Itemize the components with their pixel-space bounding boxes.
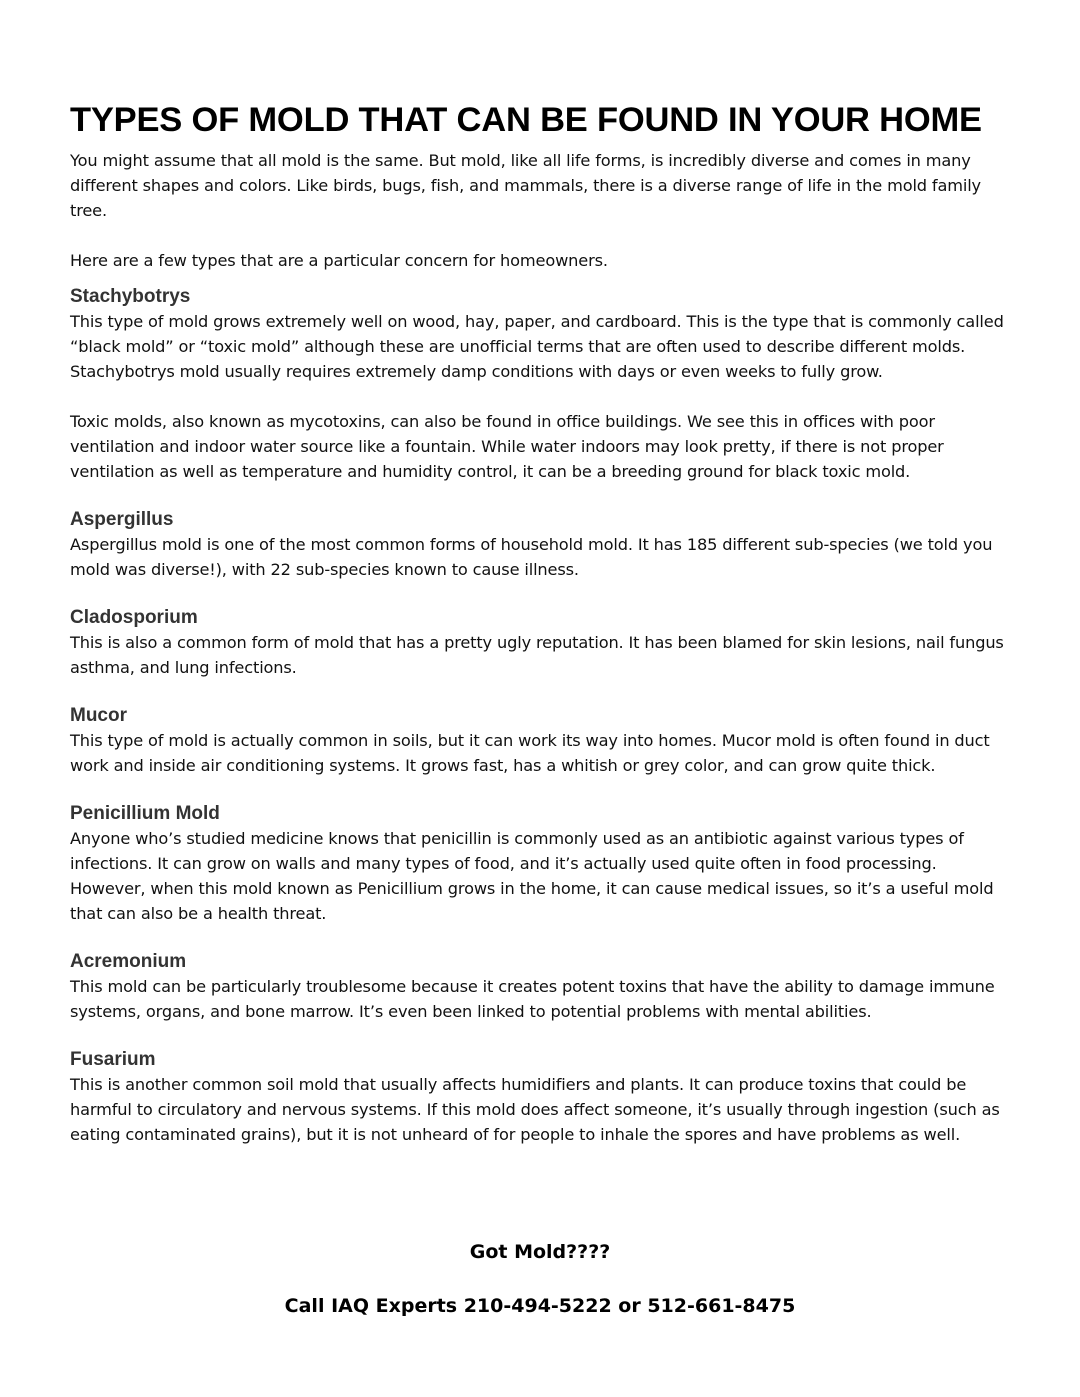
section-heading: Aspergillus <box>70 509 174 530</box>
section-heading: Acremonium <box>70 951 187 972</box>
section-penicillium <box>70 802 1015 926</box>
section-heading: Mucor <box>70 705 127 726</box>
contact-phone-line: Call IAQ Experts 210-494-5222 or 512-661-8475 <box>284 1295 796 1317</box>
section-heading: Penicillium Mold <box>70 803 220 824</box>
section-paragraph: Aspergillus mold is one of the most common forms of household mold. It has 185 different sub-species (we told you mold was diverse!), with 22 sub-species known to cause illness. <box>70 535 993 579</box>
section-paragraph: This is another common soil mold that usually affects humidifiers and plants. It can produce toxins that could be harmful to circulatory and nervous systems. If this mold does affect someone, it’s usually through ingestion (such as eating contaminated grains), but it is not unheard of for people to inhale the spores and have problems as well. <box>70 1075 1000 1144</box>
section-paragraph: This type of mold grows extremely well on wood, hay, paper, and cardboard. This is the type that is commonly called “black mold” or “toxic mold” although these are unofficial terms that are often used to describe different molds. Stachybotrys mold usually requires extremely damp conditions with days or even weeks to fully grow. <box>70 312 1004 381</box>
page-title: TYPES OF MOLD THAT CAN BE FOUND IN YOUR HOME <box>70 101 982 139</box>
section-acremonium <box>70 950 1015 1024</box>
section-paragraph: This mold can be particularly troublesome because it creates potent toxins that have the ability to damage immune systems, organs, and bone marrow. It’s even been linked to potential problems with mental abilities. <box>70 977 995 1021</box>
section-mucor <box>70 704 1015 778</box>
section-paragraph: Anyone who’s studied medicine knows that penicillin is commonly used as an antibiotic against various types of infections. It can grow on walls and many types of food, and it’s actually used quite often in food processing. However, when this mold known as Penicillium grows in the home, it can cause medical issues, so it’s a useful mold that can also be a health threat. <box>70 829 994 923</box>
section-heading: Cladosporium <box>70 607 198 628</box>
section-stachybotrys <box>70 285 1015 484</box>
section-paragraph: This is also a common form of mold that has a pretty ugly reputation. It has been blamed for skin lesions, nail fungus asthma, and lung infections. <box>70 633 1004 677</box>
intro-paragraph: You might assume that all mold is the same. But mold, like all life forms, is incredibly diverse and comes in many different shapes and colors. Like birds, bugs, fish, and mammals, there is a diverse range of life in the mold family tree. <box>70 151 981 220</box>
section-heading: Stachybotrys <box>70 286 191 307</box>
section-paragraph: This type of mold is actually common in soils, but it can work its way into homes. Mucor mold is often found in duct work and inside air conditioning systems. It grows fast, has a whitish or grey color, and can grow quite thick. <box>70 731 990 775</box>
intro-lead-in: Here are a few types that are a particular concern for homeowners. <box>70 251 608 270</box>
section-fusarium <box>70 1048 1015 1147</box>
section-heading: Fusarium <box>70 1049 156 1070</box>
got-mold-callout: Got Mold???? <box>469 1241 611 1263</box>
section-cladosporium <box>70 606 1015 680</box>
section-aspergillus <box>70 508 1015 582</box>
document-page <box>70 96 1015 1147</box>
section-paragraph: Toxic molds, also known as mycotoxins, can also be found in office buildings. We see this in offices with poor ventilation and indoor water source like a fountain. While water indoors may look pretty, if there is not proper ventilation as well as temperature and humidity control, it can be a breeding ground for black toxic mold. <box>70 412 944 481</box>
